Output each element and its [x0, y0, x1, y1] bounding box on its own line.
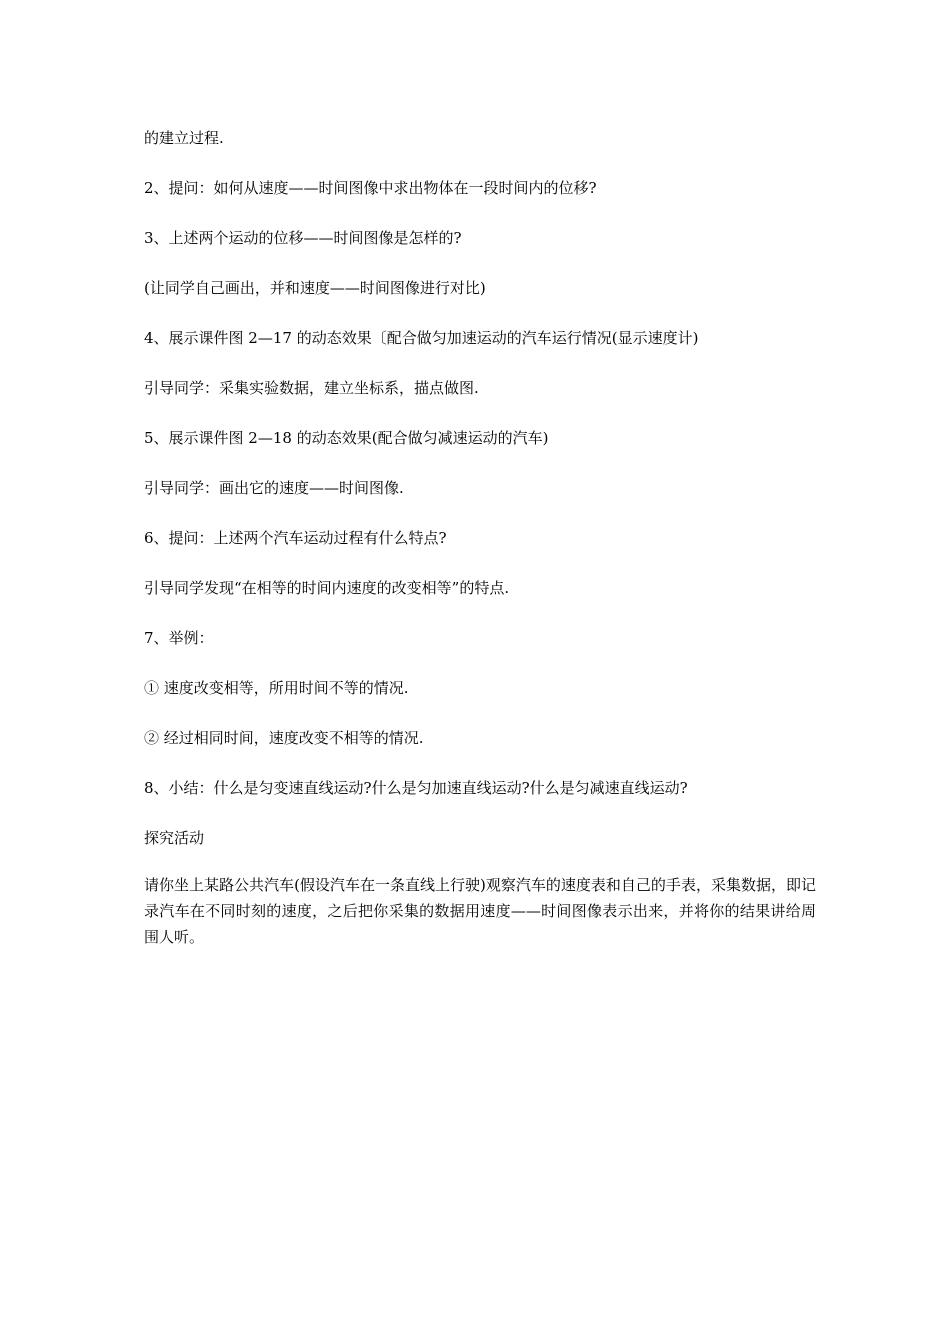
section-heading-activity: 探究活动: [144, 829, 205, 847]
paragraph-step-7: 7、举例：: [144, 629, 214, 647]
paragraph-activity-body: 请你坐上某路公共汽车(假设汽车在一条直线上行驶)观察汽车的速度表和自己的手表，采集数据，即记录汽车在不同时刻的速度，之后把你采集的数据用速度——时间图像表示出来，并将你的结果讲给周围人听。: [144, 876, 816, 946]
paragraph-example-2: ② 经过相同时间，速度改变不相等的情况.: [144, 729, 424, 747]
paragraph-guide-discover: 引导同学发现“在相等的时间内速度的改变相等”的特点.: [144, 579, 510, 597]
paragraph-guide-graph: 引导同学：画出它的速度——时间图像.: [144, 479, 404, 497]
paragraph-guide-data: 引导同学：采集实验数据，建立坐标系，描点做图.: [144, 379, 479, 397]
paragraph-step-4: 4、展示课件图 2—17 的动态效果〔配合做匀加速运动的汽车运行情况(显示速度计): [144, 329, 699, 347]
paragraph-summary-8: 8、小结：什么是匀变速直线运动?什么是匀加速直线运动?什么是匀减速直线运动?: [144, 779, 688, 797]
paragraph-question-6: 6、提问：上述两个汽车运动过程有什么特点?: [144, 529, 447, 547]
paragraph-example-1: ① 速度改变相等，所用时间不等的情况.: [144, 679, 409, 697]
paragraph-note-draw: (让同学自己画出，并和速度——时间图像进行对比): [144, 279, 486, 297]
paragraph-question-2: 2、提问：如何从速度——时间图像中求出物体在一段时间内的位移?: [144, 179, 597, 197]
paragraph-intro-continuation: 的建立过程.: [144, 129, 224, 147]
paragraph-question-3: 3、上述两个运动的位移——时间图像是怎样的?: [144, 229, 462, 247]
paragraph-step-5: 5、展示课件图 2—18 的动态效果(配合做匀减速运动的汽车): [144, 429, 549, 447]
document-body: [144, 126, 816, 976]
